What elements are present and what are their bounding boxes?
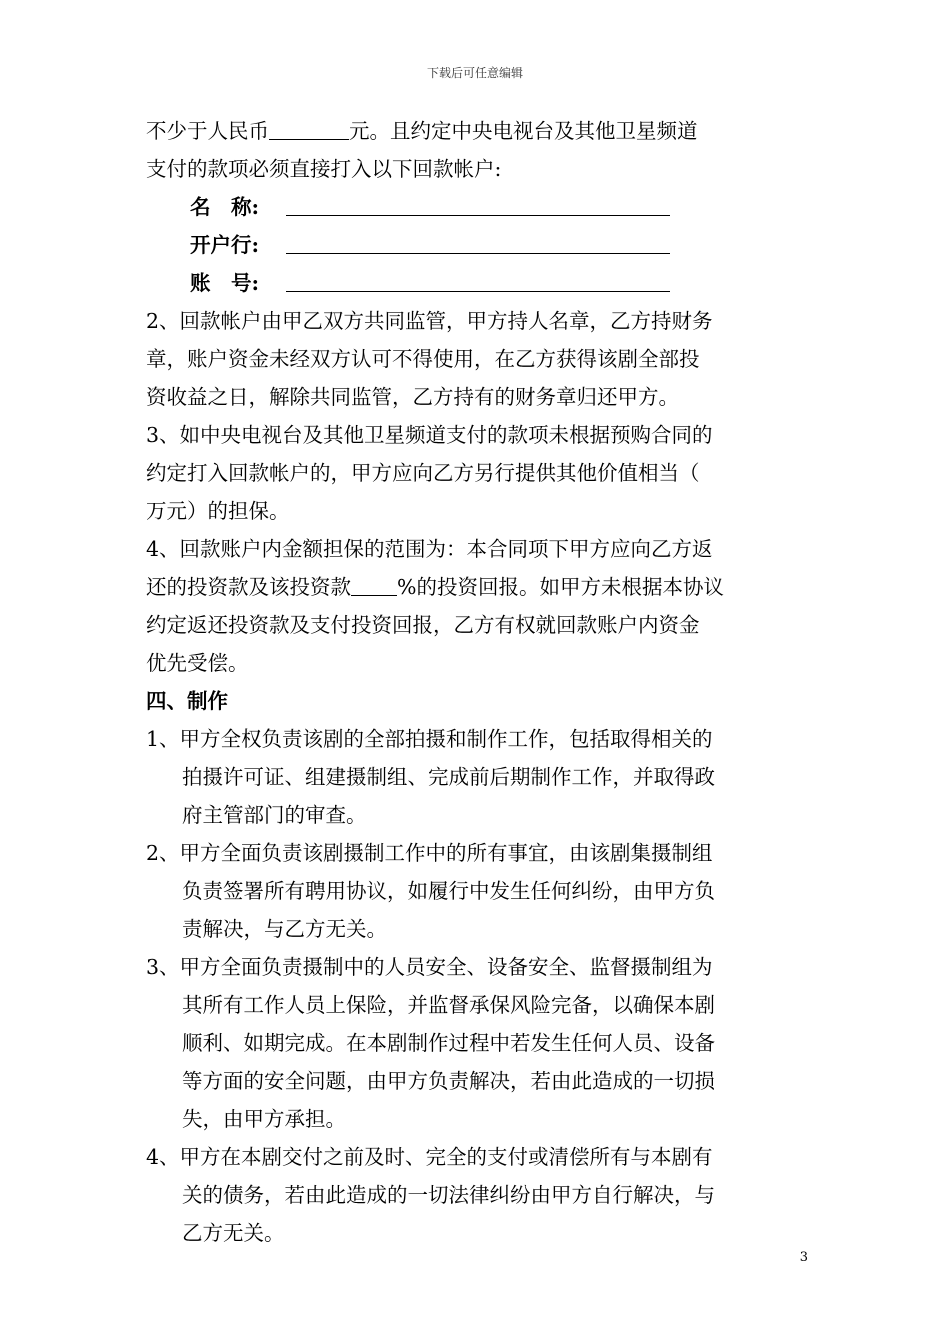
clause-4-post: %的投资回报。如甲方未根据本协议 [397,575,724,599]
page-header: 下载后可任意编辑 [426,66,523,80]
amount-blank[interactable] [269,117,349,140]
item-line: 乙方无关。 [182,1221,285,1245]
production-item-2 [146,834,810,948]
item-line: 1、甲方全权负责该剧的全部拍摄和制作工作，包括取得相关的 [146,727,713,751]
clause-4-pre: 还的投资款及该投资款 [146,575,351,599]
item-line: 等方面的安全问题，由甲方负责解决，若由此造成的一切损 [182,1069,715,1093]
clause-3 [146,416,810,530]
section-title: 四、制作 [146,689,228,713]
clause-4-line [146,568,810,606]
account-name-row [146,188,810,226]
item-line: 失，由甲方承担。 [182,1107,346,1131]
account-name-label: 名 称: [190,195,260,219]
production-item-1 [146,720,810,834]
clause-3-line: 万元）的担保。 [146,499,290,523]
production-item-4 [146,1138,810,1252]
clause-2-line: 章，账户资金未经双方认可不得使用，在乙方获得该剧全部投 [146,347,700,371]
production-item-3 [146,948,810,1138]
account-bank-blank[interactable] [286,231,670,254]
clause-4 [146,530,810,682]
clause-2-line: 2、回款帐户由甲乙双方共同监管，甲方持人名章，乙方持财务 [146,309,713,333]
item-line: 3、甲方全面负责摄制中的人员安全、设备安全、监督摄制组为 [146,955,713,979]
item-line: 其所有工作人员上保险，并监督承保风险完备，以确保本剧 [182,993,715,1017]
document-body [146,112,810,1252]
item-line: 关的债务，若由此造成的一切法律纠纷由甲方自行解决，与 [182,1183,715,1207]
clause-3-line: 3、如中央电视台及其他卫星频道支付的款项未根据预购合同的 [146,423,713,447]
clause-4-line: 约定返还投资款及支付投资回报，乙方有权就回款账户内资金 [146,613,700,637]
percent-blank[interactable] [351,573,397,596]
item-line: 责解决，与乙方无关。 [182,917,387,941]
account-number-row [146,264,810,302]
page-number: 3 [799,1250,808,1265]
item-line: 拍摄许可证、组建摄制组、完成前后期制作工作，并取得政 [182,765,715,789]
intro-line-2: 支付的款项必须直接打入以下回款帐户: [146,157,502,181]
clause-4-line: 4、回款账户内金额担保的范围为：本合同项下甲方应向乙方返 [146,537,713,561]
clause-4-line: 优先受偿。 [146,651,249,675]
item-line: 府主管部门的审查。 [182,803,367,827]
clause-3-line: 约定打入回款帐户的，甲方应向乙方另行提供其他价值相当（ [146,461,700,485]
intro-pre: 不少于人民币 [146,119,269,143]
account-name-blank[interactable] [286,193,670,216]
account-number-blank[interactable] [286,269,670,292]
clause-2-line: 资收益之日，解除共同监管，乙方持有的财务章归还甲方。 [146,385,679,409]
account-bank-row [146,226,810,264]
account-bank-label: 开户行: [190,233,260,257]
intro-post: 元。且约定中央电视台及其他卫星频道 [349,119,698,143]
account-number-label: 账 号: [190,271,260,295]
item-line: 2、甲方全面负责该剧摄制工作中的所有事宜，由该剧集摄制组 [146,841,713,865]
clause-2 [146,302,810,416]
item-line: 负责签署所有聘用协议，如履行中发生任何纠纷，由甲方负 [182,879,715,903]
intro-line-1 [146,112,810,150]
item-line: 4、甲方在本剧交付之前及时、完全的支付或清偿所有与本剧有 [146,1145,713,1169]
item-line: 顺利、如期完成。在本剧制作过程中若发生任何人员、设备 [182,1031,715,1055]
